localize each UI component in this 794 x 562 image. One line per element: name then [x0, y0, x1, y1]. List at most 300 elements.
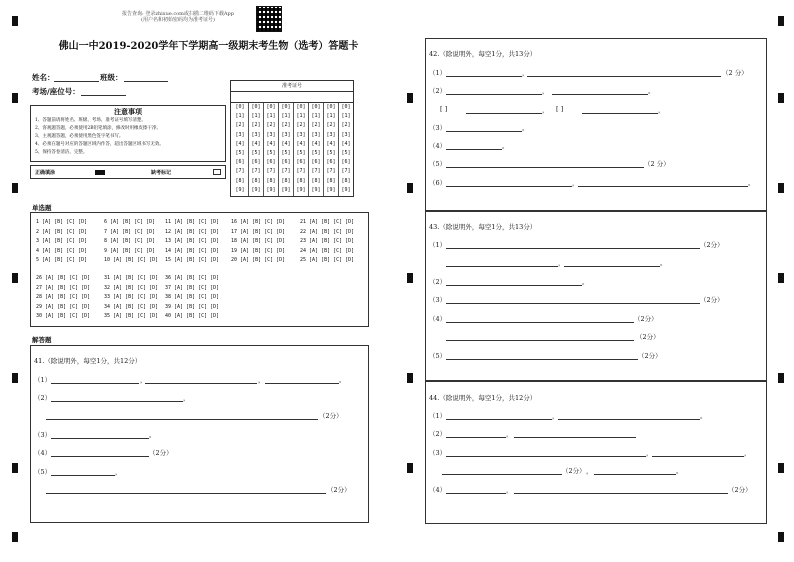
answer-line[interactable]	[446, 340, 634, 341]
choice-number: 14	[165, 247, 175, 254]
q41-label-3: （3）	[34, 431, 52, 439]
exam-digit-bubble[interactable]: [7]	[266, 168, 276, 175]
exam-digit-bubble[interactable]: [5]	[326, 150, 336, 157]
exam-digit-bubble[interactable]: [3]	[251, 131, 261, 138]
answer-line[interactable]	[446, 493, 506, 494]
exam-digit-bubble[interactable]: [2]	[341, 122, 351, 129]
choice-question-35[interactable]	[104, 313, 158, 319]
answer-line[interactable]	[446, 248, 700, 249]
choice-number: 25	[300, 257, 310, 263]
bracket-box[interactable]: [ ]	[556, 105, 564, 113]
exam-digit-bubble[interactable]: [5]	[296, 150, 306, 157]
exam-digit-bubble[interactable]: [4]	[341, 140, 351, 147]
exam-digit-bubble[interactable]: [5]	[266, 150, 276, 157]
seat-field[interactable]	[81, 95, 126, 96]
choice-question-36[interactable]	[165, 275, 219, 281]
choice-number: 12	[165, 228, 175, 235]
answer-line[interactable]	[466, 113, 542, 114]
choice-question-34[interactable]	[104, 304, 158, 310]
exam-digit-bubble[interactable]: [4]	[266, 140, 276, 147]
q42-label-2: （2）	[429, 87, 447, 95]
registration-mark	[778, 273, 784, 283]
answer-line[interactable]	[51, 383, 139, 384]
score-note: （2分）	[638, 352, 662, 360]
choice-options[interactable]: [A] [B] [C] [D]	[42, 238, 88, 244]
choice-options[interactable]: [A] [B] [C] [D]	[42, 257, 88, 263]
answer-line[interactable]	[652, 456, 744, 457]
answer-line[interactable]	[51, 438, 149, 439]
choice-options[interactable]: [A] [B] [C] [D]	[240, 219, 286, 225]
choice-question-15[interactable]	[165, 257, 219, 263]
answer-line[interactable]	[558, 419, 700, 420]
choice-number: 26	[36, 275, 46, 281]
answer-line[interactable]	[446, 149, 502, 150]
answer-line[interactable]	[564, 266, 660, 267]
registration-mark	[12, 183, 18, 193]
exam-digit-bubble[interactable]: [7]	[296, 168, 306, 175]
answer-line[interactable]	[442, 474, 562, 475]
free-response-heading: 解答题	[32, 336, 52, 344]
score-note: （2分）	[319, 412, 343, 420]
choice-options[interactable]: [A] [B] [C] [D]	[240, 247, 286, 254]
choice-options[interactable]: [A] [B] [C] [D]	[110, 219, 156, 225]
exam-digit-bubble[interactable]: [4]	[281, 140, 291, 147]
exam-number-column	[338, 103, 353, 196]
exam-digit-bubble[interactable]: [1]	[235, 113, 245, 120]
q42-label-4: （4）	[429, 142, 447, 150]
choice-question-14[interactable]	[165, 248, 219, 254]
score-note: （2分）	[728, 486, 752, 494]
exam-digit-bubble[interactable]: [4]	[311, 140, 321, 147]
question-41-box: 41.（除说明外，每空1分，共12分） （1） ， ， 。 （2） ， （2分） （3） 。 （4） （2分） （5） ， （2分）	[30, 345, 369, 523]
q42-label-1: （1）	[429, 69, 447, 77]
choice-number: 9	[104, 247, 111, 254]
exam-digit-bubble[interactable]: [1]	[341, 113, 351, 120]
exam-digit-bubble[interactable]: [7]	[341, 168, 351, 175]
choice-number: 10	[104, 257, 114, 263]
exam-digit-bubble[interactable]: [6]	[266, 159, 276, 166]
score-note: （2分）	[149, 449, 173, 457]
exam-digit-bubble[interactable]: [6]	[251, 159, 261, 166]
registration-mark	[778, 373, 784, 383]
qr-code	[256, 6, 282, 32]
q44-label-4: （4）	[429, 486, 447, 494]
choice-options[interactable]: [A] [B] [C] [D]	[45, 294, 91, 300]
exam-digit-bubble[interactable]: [7]	[281, 168, 291, 175]
choice-options[interactable]: [A] [B] [C] [D]	[45, 303, 91, 310]
answer-line[interactable]	[51, 456, 149, 457]
answer-line[interactable]	[446, 322, 634, 323]
q42-label-3: （3）	[429, 124, 447, 132]
answer-line[interactable]	[446, 359, 638, 360]
q43-label-2: （2）	[429, 278, 447, 286]
registration-mark	[12, 532, 18, 542]
exam-digit-bubble[interactable]: [9]	[326, 186, 336, 193]
choice-options[interactable]: [A] [B] [C] [D]	[113, 257, 159, 263]
exam-number-column	[233, 103, 247, 196]
exam-digit-bubble[interactable]: [0]	[281, 104, 291, 110]
choice-question-31[interactable]	[104, 275, 158, 281]
answer-line[interactable]	[446, 76, 522, 77]
exam-digit-bubble[interactable]: [3]	[326, 131, 336, 138]
answer-line[interactable]	[446, 437, 506, 438]
choice-options[interactable]: [A] [B] [C] [D]	[309, 238, 355, 244]
exam-digit-bubble[interactable]: [0]	[326, 104, 336, 110]
choice-question-37[interactable]	[165, 285, 219, 291]
exam-digit-bubble[interactable]: [2]	[235, 122, 245, 129]
choice-options[interactable]: [A] [B] [C] [D]	[45, 313, 91, 319]
choice-options[interactable]: [A] [B] [C] [D]	[174, 238, 220, 244]
exam-digit-bubble[interactable]: [1]	[296, 113, 306, 120]
answer-line[interactable]	[552, 94, 648, 95]
choice-number: 40	[165, 313, 175, 319]
exam-digit-bubble[interactable]: [6]	[311, 159, 321, 166]
exam-digit-bubble[interactable]: [3]	[296, 131, 306, 138]
exam-digit-bubble[interactable]: [9]	[296, 186, 306, 193]
registration-mark	[778, 16, 784, 26]
choice-options[interactable]: [A] [B] [C] [D]	[113, 294, 159, 300]
exam-number-grid	[230, 80, 354, 197]
choice-options[interactable]: [A] [B] [C] [D]	[309, 247, 355, 254]
exam-digit-bubble[interactable]: [2]	[266, 122, 276, 129]
notice-line-2: (用户名和初始密码均为准考证号)	[141, 17, 215, 23]
exam-digit-bubble[interactable]: [0]	[341, 104, 351, 110]
question-42-box: 42.（除说明外，每空1分，共13分） （1） ， （2 分） （2） ， 。 [ ] ， [ ] ， （3） 。 （4） 。 （5） （2 分） （6） ， 。	[425, 38, 767, 211]
exam-number-column	[263, 103, 278, 196]
exam-digit-bubble[interactable]: [8]	[311, 177, 321, 184]
choice-number: 1	[36, 219, 43, 225]
answer-line[interactable]	[446, 456, 646, 457]
answer-line[interactable]	[51, 475, 115, 476]
choice-question-5[interactable]	[36, 257, 87, 263]
choice-number: 39	[165, 303, 175, 310]
choice-options[interactable]: [A] [B] [C] [D]	[110, 238, 156, 244]
exam-digit-bubble[interactable]: [8]	[341, 177, 351, 184]
choice-options[interactable]: [A] [B] [C] [D]	[42, 228, 88, 235]
exam-digit-bubble[interactable]: [6]	[281, 159, 291, 166]
answer-line[interactable]	[446, 285, 582, 286]
exam-digit-bubble[interactable]: [3]	[266, 131, 276, 138]
choice-options[interactable]: [A] [B] [C] [D]	[174, 275, 220, 281]
choice-number: 24	[300, 247, 310, 254]
exam-digit-bubble[interactable]: [0]	[296, 104, 306, 110]
registration-mark	[407, 273, 413, 283]
exam-digit-bubble[interactable]: [2]	[326, 122, 336, 129]
missing-mark-checkbox[interactable]	[213, 169, 221, 175]
choice-question-23[interactable]	[300, 238, 354, 244]
choice-question-4[interactable]	[36, 248, 87, 254]
choice-question-16[interactable]	[231, 219, 285, 225]
choice-options[interactable]: [A] [B] [C] [D]	[174, 294, 220, 300]
exam-digit-bubble[interactable]: [3]	[281, 131, 291, 138]
registration-mark	[778, 93, 784, 103]
exam-number-column	[323, 103, 338, 196]
q42-label-6: （6）	[429, 179, 447, 187]
choice-options[interactable]: [A] [B] [C] [D]	[174, 228, 220, 235]
exam-digit-bubble[interactable]: [2]	[311, 122, 321, 129]
exam-digit-bubble[interactable]: [1]	[311, 113, 321, 120]
choice-question-33[interactable]	[104, 294, 158, 300]
exam-digit-bubble[interactable]: [0]	[266, 104, 276, 110]
question-44-box: 44.（除说明外，每空1分，共12分） （1） ， 。 （2） ， （3） ， ， （2分） ， 。 （4） ， （2分）	[425, 381, 767, 524]
choice-number: 31	[104, 275, 114, 281]
choice-options[interactable]: [A] [B] [C] [D]	[174, 247, 220, 254]
exam-digit-bubble[interactable]: [5]	[235, 150, 245, 157]
choice-question-11[interactable]	[165, 219, 219, 225]
exam-number-write-row[interactable]	[231, 91, 353, 103]
choice-question-21[interactable]	[300, 219, 354, 225]
choice-question-30[interactable]	[36, 313, 90, 319]
choice-question-26[interactable]	[36, 275, 90, 281]
exam-digit-bubble[interactable]: [6]	[296, 159, 306, 166]
registration-mark	[12, 16, 18, 26]
choice-number: 22	[300, 228, 310, 235]
q44-label-1: （1）	[429, 412, 447, 420]
choice-number: 29	[36, 303, 46, 310]
exam-digit-bubble[interactable]: [0]	[251, 104, 261, 110]
choice-options[interactable]: [A] [B] [C] [D]	[309, 257, 355, 263]
answer-line[interactable]	[145, 383, 257, 384]
exam-digit-bubble[interactable]: [5]	[251, 150, 261, 157]
answer-line[interactable]	[594, 474, 676, 475]
choice-question-27[interactable]	[36, 285, 90, 291]
choice-question-39[interactable]	[165, 304, 219, 310]
bracket-box[interactable]: [ ]	[440, 105, 448, 113]
exam-digit-bubble[interactable]: [0]	[235, 104, 245, 110]
choice-number: 38	[165, 294, 175, 300]
choice-options[interactable]: [A] [B] [C] [D]	[45, 275, 91, 281]
choice-question-7[interactable]	[104, 229, 155, 235]
choice-options[interactable]: [A] [B] [C] [D]	[42, 219, 88, 225]
choice-options[interactable]: [A] [B] [C] [D]	[309, 228, 355, 235]
choice-question-13[interactable]	[165, 238, 219, 244]
exam-digit-bubble[interactable]: [2]	[281, 122, 291, 129]
exam-digit-bubble[interactable]: [1]	[281, 113, 291, 120]
registration-mark	[12, 373, 18, 383]
answer-line[interactable]	[446, 303, 700, 304]
exam-digit-bubble[interactable]: [1]	[326, 113, 336, 120]
exam-number-label: 准考证号	[231, 81, 353, 92]
choice-question-18[interactable]	[231, 238, 285, 244]
choice-number: 13	[165, 238, 175, 244]
choice-number: 6	[104, 219, 111, 225]
exam-digit-bubble[interactable]: [7]	[235, 168, 245, 175]
choice-question-1[interactable]	[36, 219, 87, 225]
registration-mark	[12, 273, 18, 283]
exam-digit-bubble[interactable]: [4]	[296, 140, 306, 147]
choice-question-25[interactable]	[300, 257, 354, 263]
exam-digit-bubble[interactable]: [1]	[251, 113, 261, 120]
answer-line[interactable]	[514, 493, 728, 494]
exam-digit-bubble[interactable]: [6]	[341, 159, 351, 166]
choice-number: 37	[165, 284, 175, 291]
notice-box	[30, 105, 226, 162]
choice-number: 30	[36, 313, 46, 319]
choice-question-19[interactable]	[231, 248, 285, 254]
q43-label-4: （4）	[429, 315, 447, 323]
exam-digit-bubble[interactable]: [3]	[235, 131, 245, 138]
q41-label-1: （1）	[34, 376, 52, 384]
q43-label-3: （3）	[429, 296, 447, 304]
exam-number-column	[293, 103, 308, 196]
choice-question-17[interactable]	[231, 229, 285, 235]
question-44-header: 44.（除说明外，每空1分，共12分）	[429, 394, 537, 402]
exam-digit-bubble[interactable]: [7]	[251, 168, 261, 175]
report-query-notice	[108, 11, 248, 23]
answer-line[interactable]	[582, 113, 658, 114]
choice-options[interactable]: [A] [B] [C] [D]	[174, 303, 220, 310]
registration-mark	[407, 93, 413, 103]
choice-number: 3	[36, 238, 43, 244]
answer-line[interactable]	[46, 419, 318, 420]
choice-options[interactable]: [A] [B] [C] [D]	[174, 284, 220, 291]
choice-question-6[interactable]	[104, 219, 155, 225]
choice-question-12[interactable]	[165, 229, 219, 235]
exam-digit-bubble[interactable]: [8]	[296, 177, 306, 184]
choice-question-29[interactable]	[36, 304, 90, 310]
notice-line: 3、主观题答题，必须使用黑色签字笔书写。	[35, 134, 124, 139]
score-note: （2分）	[636, 333, 660, 341]
choice-options[interactable]: [A] [B] [C] [D]	[240, 228, 286, 235]
choice-question-9[interactable]	[104, 248, 155, 254]
exam-digit-bubble[interactable]: [8]	[281, 177, 291, 184]
choice-options[interactable]: [A] [B] [C] [D]	[240, 238, 286, 244]
choice-number: 11	[165, 219, 175, 225]
choice-options[interactable]: [A] [B] [C] [D]	[42, 247, 88, 254]
choice-question-38[interactable]	[165, 294, 219, 300]
class-field[interactable]	[124, 81, 168, 82]
choice-number: 32	[104, 284, 114, 291]
exam-digit-bubble[interactable]: [4]	[251, 140, 261, 147]
answer-line[interactable]	[446, 186, 572, 187]
choice-question-28[interactable]	[36, 294, 90, 300]
answer-line[interactable]	[446, 94, 542, 95]
exam-digit-bubble[interactable]: [9]	[311, 186, 321, 193]
choice-options[interactable]: [A] [B] [C] [D]	[174, 219, 220, 225]
choice-question-22[interactable]	[300, 229, 354, 235]
choice-question-32[interactable]	[104, 285, 158, 291]
choice-question-3[interactable]	[36, 238, 87, 244]
choice-number: 34	[104, 303, 114, 310]
missing-mark-label: 缺考标记	[151, 170, 172, 176]
choice-options[interactable]: [A] [B] [C] [D]	[113, 303, 159, 310]
choice-question-24[interactable]	[300, 248, 354, 254]
choice-number: 5	[36, 257, 43, 263]
exam-digit-bubble[interactable]: [6]	[235, 159, 245, 166]
exam-digit-bubble[interactable]: [9]	[251, 186, 261, 193]
exam-digit-bubble[interactable]: [5]	[341, 150, 351, 157]
choice-number: 27	[36, 284, 46, 291]
answer-line[interactable]	[46, 493, 326, 494]
answer-line[interactable]	[446, 131, 522, 132]
choice-number: 17	[231, 228, 241, 235]
exam-digit-bubble[interactable]: [4]	[235, 140, 245, 147]
single-choice-heading: 单选题	[32, 204, 52, 212]
exam-digit-bubble[interactable]: [5]	[281, 150, 291, 157]
exam-digit-bubble[interactable]: [6]	[326, 159, 336, 166]
q44-label-3: （3）	[429, 449, 447, 457]
choice-question-40[interactable]	[165, 313, 219, 319]
exam-digit-bubble[interactable]: [8]	[326, 177, 336, 184]
exam-digit-bubble[interactable]: [3]	[341, 131, 351, 138]
choice-options[interactable]: [A] [B] [C] [D]	[174, 257, 220, 263]
choice-number: 23	[300, 238, 310, 244]
registration-mark	[12, 463, 18, 473]
answer-line[interactable]	[527, 76, 721, 77]
question-42-header: 42.（除说明外，每空1分，共13分）	[429, 50, 537, 58]
choice-options[interactable]: [A] [B] [C] [D]	[113, 275, 159, 281]
score-note: （2 分）	[644, 160, 670, 168]
exam-digit-bubble[interactable]: [9]	[341, 186, 351, 193]
choice-options[interactable]: [A] [B] [C] [D]	[113, 313, 159, 319]
name-label: 姓名：	[32, 73, 55, 82]
answer-line[interactable]	[446, 167, 644, 168]
answer-line[interactable]	[446, 266, 558, 267]
exam-number-column	[248, 103, 263, 196]
exam-digit-bubble[interactable]: [5]	[311, 150, 321, 157]
exam-digit-bubble[interactable]: [0]	[311, 104, 321, 110]
answer-line[interactable]	[51, 401, 183, 402]
score-note: （2分）	[634, 315, 658, 323]
answer-line[interactable]	[578, 186, 748, 187]
notice-line-1: 报告查询: 登录zhixue.com或扫描二维码下载App	[122, 11, 234, 17]
choice-question-2[interactable]	[36, 229, 87, 235]
choice-options[interactable]: [A] [B] [C] [D]	[240, 257, 286, 263]
choice-options[interactable]: [A] [B] [C] [D]	[45, 284, 91, 291]
exam-digit-bubble[interactable]: [7]	[326, 168, 336, 175]
exam-digit-bubble[interactable]: [1]	[266, 113, 276, 120]
q41-label-4: （4）	[34, 449, 52, 457]
choice-question-10[interactable]	[104, 257, 158, 263]
choice-options[interactable]: [A] [B] [C] [D]	[309, 219, 355, 225]
choice-options[interactable]: [A] [B] [C] [D]	[110, 247, 156, 254]
exam-digit-bubble[interactable]: [9]	[281, 186, 291, 193]
exam-digit-bubble[interactable]: [3]	[311, 131, 321, 138]
exam-digit-bubble[interactable]: [2]	[296, 122, 306, 129]
q44-label-2: （2）	[429, 430, 447, 438]
exam-digit-bubble[interactable]: [9]	[266, 186, 276, 193]
choice-options[interactable]: [A] [B] [C] [D]	[174, 313, 220, 319]
q43-label-1: （1）	[429, 241, 447, 249]
exam-digit-bubble[interactable]: [8]	[266, 177, 276, 184]
exam-digit-bubble[interactable]: [8]	[251, 177, 261, 184]
name-field[interactable]	[54, 81, 99, 82]
choice-question-8[interactable]	[104, 238, 155, 244]
question-43-box: 43.（除说明外，每空1分，共13分） （1） （2分） ， 。 （2） 。 （3） （2分） （4） （2分） （2分） （5） （2分）	[425, 211, 767, 381]
exam-number-column	[278, 103, 293, 196]
exam-digit-bubble[interactable]: [8]	[235, 177, 245, 184]
filled-mark-sample	[95, 170, 105, 175]
seat-label: 考场/座位号：	[32, 87, 80, 96]
choice-question-20[interactable]	[231, 257, 285, 263]
exam-digit-bubble[interactable]: [9]	[235, 186, 245, 193]
exam-digit-bubble[interactable]: [7]	[311, 168, 321, 175]
choice-options[interactable]: [A] [B] [C] [D]	[110, 228, 156, 235]
exam-digit-bubble[interactable]: [2]	[251, 122, 261, 129]
fill-example-box	[30, 165, 226, 179]
choice-number: 20	[231, 257, 241, 263]
answer-line[interactable]	[446, 419, 552, 420]
exam-number-column	[308, 103, 323, 196]
notice-line: 4、必须在题号对应的答题区域内作答，超出答题区域书写无效。	[35, 142, 164, 147]
answer-line[interactable]	[265, 383, 339, 384]
score-note: （2分）	[327, 486, 351, 494]
q41-label-2: （2）	[34, 394, 52, 402]
score-note: （2 分）	[722, 69, 748, 77]
answer-line[interactable]	[514, 437, 636, 438]
choice-options[interactable]: [A] [B] [C] [D]	[113, 284, 159, 291]
exam-digit-bubble[interactable]: [4]	[326, 140, 336, 147]
